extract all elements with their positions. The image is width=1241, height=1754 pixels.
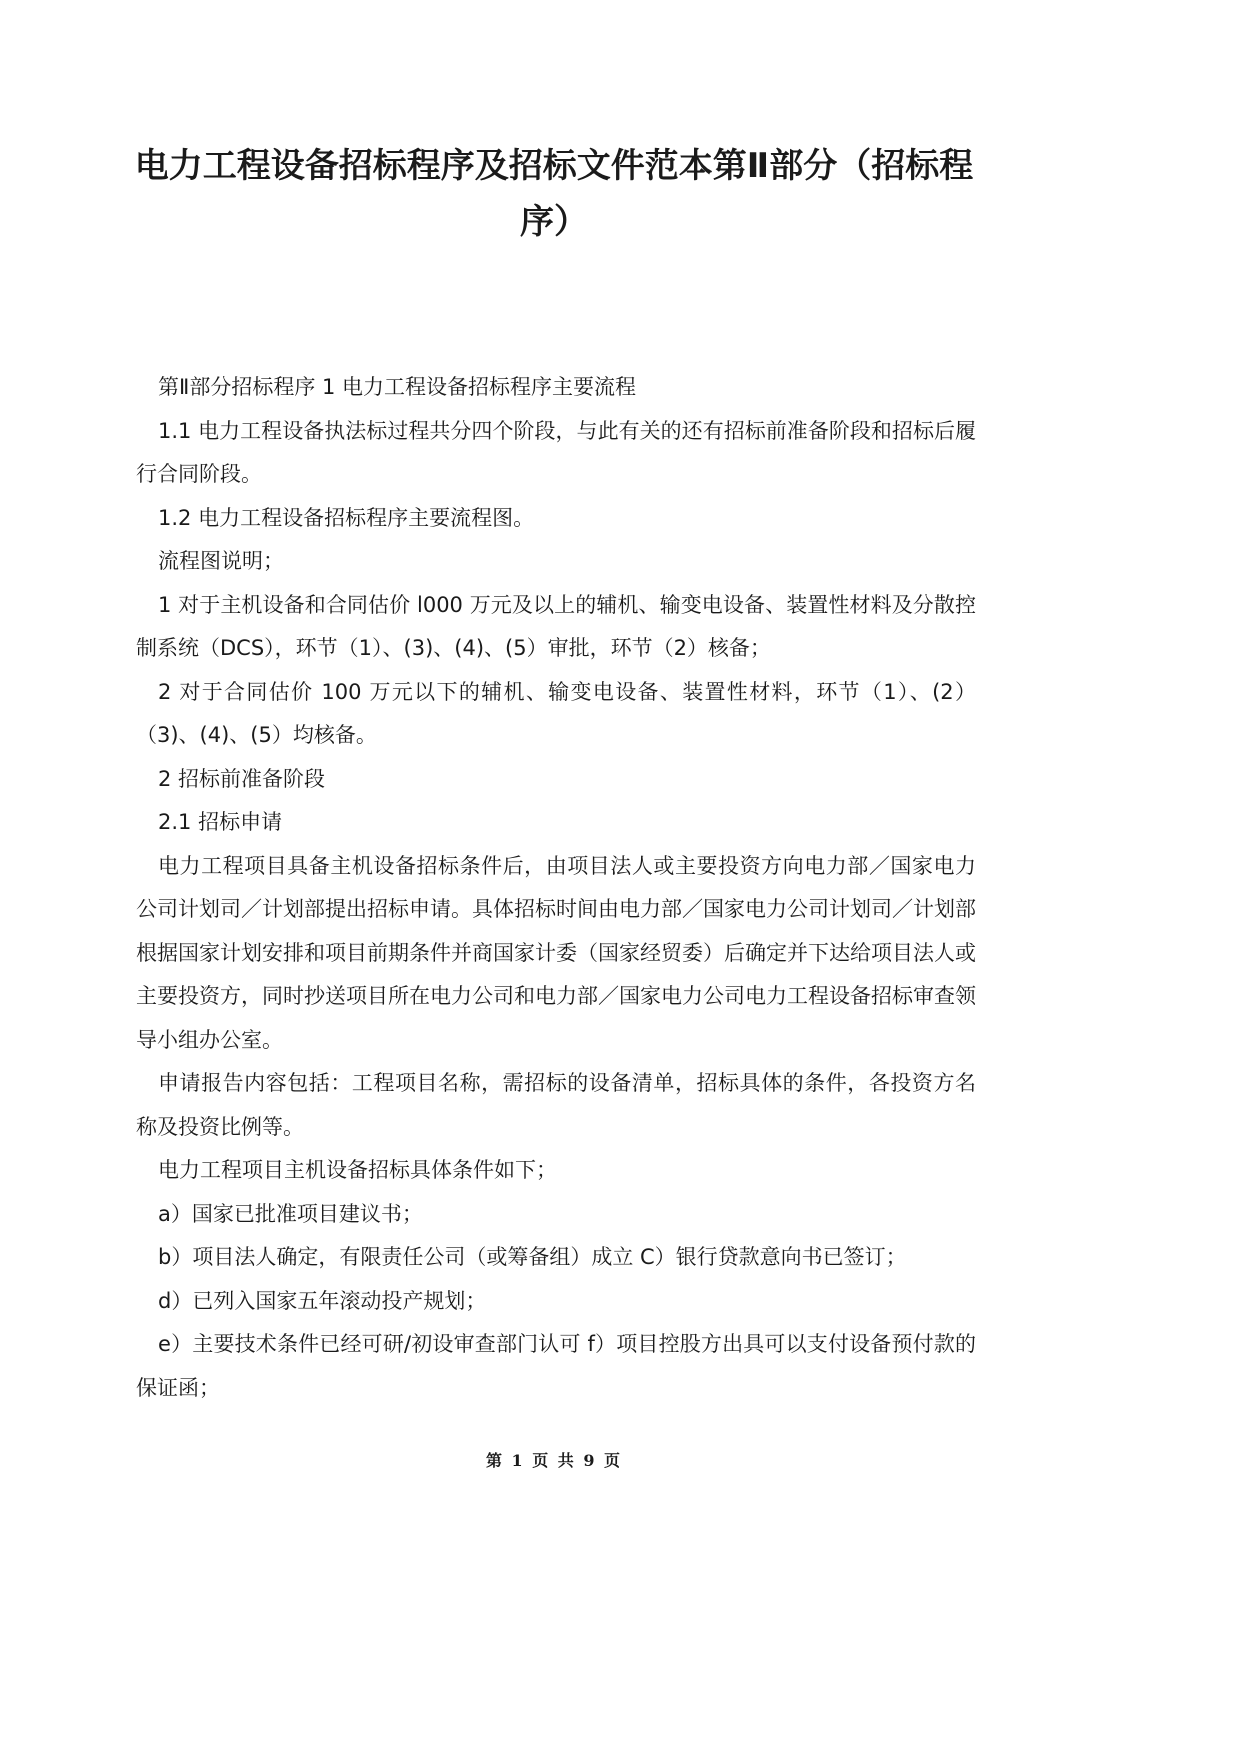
- paragraph: d）已列入国家五年滚动投产规划；: [158, 1288, 487, 1313]
- paragraph: e）主要技术条件已经可研/初设审查部门认可 f）项目控股方出具可以支付设备预付款的保证函；: [136, 1332, 976, 1400]
- paragraph: 2.1 招标申请: [158, 810, 283, 834]
- paragraph: 电力工程项目具备主机设备招标条件后，由项目法人或主要投资方向电力部／国家电力公司计划司／计划部提出招标申请。具体招标时间由电力部／国家电力公司计划司／计划部根据国家计划安排和项目前期条件并商国家计委（国家经贸委）后确定并下达给项目法人或主要投资方，同时抄送项目所在电力公司和电力部／国家电力公司电力工程设备招标审查领导小组办公室。: [136, 853, 976, 1052]
- document-body: [136, 366, 976, 1410]
- document-title: 电力工程设备招标程序及招标文件范本第Ⅱ部分（招标程序）: [134, 146, 974, 242]
- paragraph: b）项目法人确定，有限责任公司（或筹备组）成立 C）银行贷款意向书已签订；: [158, 1245, 907, 1269]
- paragraph: a）国家已批准项目建议书；: [158, 1201, 423, 1226]
- paragraph: 电力工程项目主机设备招标具体条件如下；: [158, 1158, 557, 1182]
- page-number: 第 1 页 共 9 页: [485, 1451, 623, 1470]
- paragraph: 流程图说明；: [158, 549, 284, 573]
- paragraph: 2 对于合同估价 100 万元以下的辅机、输变电设备、装置性材料，环节（1）、(2）（3)、(4)、(5）均核备。: [136, 679, 976, 747]
- paragraph: 申请报告内容包括：工程项目名称，需招标的设备清单，招标具体的条件，各投资方名称及投资比例等。: [136, 1071, 976, 1139]
- paragraph: 1.2 电力工程设备招标程序主要流程图。: [158, 505, 535, 530]
- paragraph: 1 对于主机设备和合同估价 l000 万元及以上的辅机、输变电设备、装置性材料及分散控制系统（DCS），环节（1）、(3)、(4)、(5）审批，环节（2）核备；: [136, 592, 976, 660]
- paragraph: 第Ⅱ部分招标程序 1 电力工程设备招标程序主要流程: [158, 375, 637, 399]
- paragraph: 2 招标前准备阶段: [158, 766, 326, 791]
- paragraph: 1.1 电力工程设备执法标过程共分四个阶段，与此有关的还有招标前准备阶段和招标后履行合同阶段。: [136, 418, 976, 486]
